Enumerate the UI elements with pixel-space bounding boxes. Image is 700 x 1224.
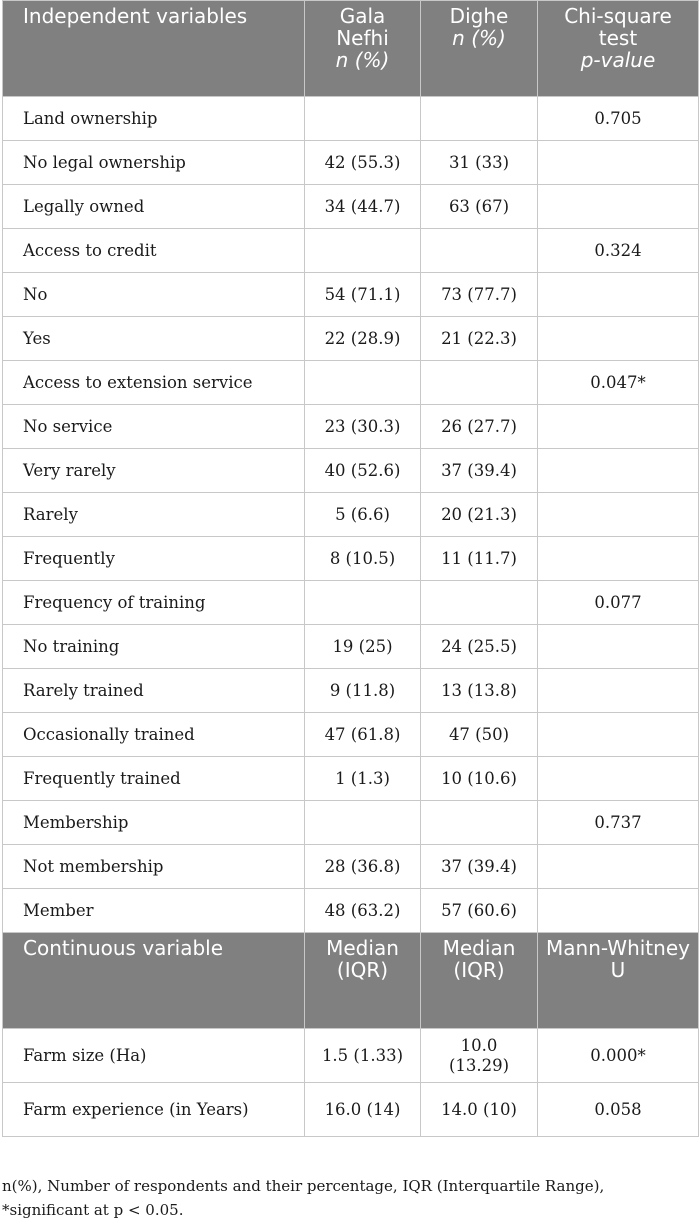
gala-nefhi-value: 48 (63.2)	[305, 889, 421, 933]
table-row	[3, 97, 699, 141]
dighe-value: 10 (10.6)	[421, 757, 538, 801]
row-label: Legally owned	[3, 185, 305, 229]
table-row	[3, 1083, 699, 1137]
test-value	[538, 493, 699, 537]
test-value	[538, 625, 699, 669]
row-label: Member	[3, 889, 305, 933]
gala-nefhi-value: 16.0 (14)	[305, 1083, 421, 1137]
dighe-value: 13 (13.8)	[421, 669, 538, 713]
test-value	[538, 669, 699, 713]
test-value	[538, 405, 699, 449]
table-header	[3, 1, 699, 97]
dighe-value: 20 (21.3)	[421, 493, 538, 537]
row-label: Farm size (Ha)	[3, 1029, 305, 1083]
test-value	[538, 537, 699, 581]
dighe-value: 37 (39.4)	[421, 845, 538, 889]
gala-nefhi-value: 1.5 (1.33)	[305, 1029, 421, 1083]
row-label: No	[3, 273, 305, 317]
test-value	[538, 757, 699, 801]
test-value	[538, 889, 699, 933]
header-gala-nefhi: Gala Nefhi n (%)	[305, 1, 421, 97]
gala-nefhi-value: 34 (44.7)	[305, 185, 421, 229]
row-label: Frequently trained	[3, 757, 305, 801]
row-label: Membership	[3, 801, 305, 845]
test-value: 0.705	[538, 97, 699, 141]
gala-nefhi-value	[305, 229, 421, 273]
row-label: Occasionally trained	[3, 713, 305, 757]
table-row	[3, 625, 699, 669]
table-row	[3, 581, 699, 625]
table-row	[3, 273, 699, 317]
dighe-value	[421, 801, 538, 845]
row-label: Yes	[3, 317, 305, 361]
table-row	[3, 449, 699, 493]
gala-nefhi-value: 1 (1.3)	[305, 757, 421, 801]
test-value: 0.058	[538, 1083, 699, 1137]
subheader-continuous-variable: Continuous variable	[3, 933, 305, 1029]
test-value	[538, 141, 699, 185]
dighe-value: 26 (27.7)	[421, 405, 538, 449]
test-value	[538, 845, 699, 889]
table-row	[3, 757, 699, 801]
table-row	[3, 669, 699, 713]
continuous-subheader	[3, 933, 699, 1029]
categorical-rows	[3, 97, 699, 933]
test-value	[538, 273, 699, 317]
continuous-section	[3, 933, 699, 1029]
table-row	[3, 537, 699, 581]
gala-nefhi-value: 47 (61.8)	[305, 713, 421, 757]
dighe-value: 57 (60.6)	[421, 889, 538, 933]
dighe-value: 73 (77.7)	[421, 273, 538, 317]
row-label: Access to extension service	[3, 361, 305, 405]
table-row	[3, 361, 699, 405]
subheader-median-gala: Median (IQR)	[305, 933, 421, 1029]
dighe-value: 21 (22.3)	[421, 317, 538, 361]
row-label: No service	[3, 405, 305, 449]
dighe-value: 63 (67)	[421, 185, 538, 229]
dighe-value	[421, 97, 538, 141]
row-label: Frequency of training	[3, 581, 305, 625]
table-row	[3, 845, 699, 889]
table-footnote: n(%), Number of respondents and their percentage, IQR (Interquartile Range), *significant at p < 0.05.	[2, 1177, 605, 1219]
row-label: Farm experience (in Years)	[3, 1083, 305, 1137]
test-value	[538, 185, 699, 229]
gala-nefhi-value	[305, 581, 421, 625]
row-label: Frequently	[3, 537, 305, 581]
test-value: 0.077	[538, 581, 699, 625]
gala-nefhi-value: 9 (11.8)	[305, 669, 421, 713]
table-row	[3, 229, 699, 273]
test-value: 0.000*	[538, 1029, 699, 1083]
gala-nefhi-value: 22 (28.9)	[305, 317, 421, 361]
table-row	[3, 1029, 699, 1083]
dighe-value: 11 (11.7)	[421, 537, 538, 581]
dighe-value: 31 (33)	[421, 141, 538, 185]
test-value	[538, 317, 699, 361]
dighe-value: 47 (50)	[421, 713, 538, 757]
row-label: Land ownership	[3, 97, 305, 141]
row-label: No training	[3, 625, 305, 669]
gala-nefhi-value: 5 (6.6)	[305, 493, 421, 537]
dighe-value: 37 (39.4)	[421, 449, 538, 493]
header-independent-variables: Independent variables	[3, 1, 305, 97]
gala-nefhi-value: 42 (55.3)	[305, 141, 421, 185]
row-label: Not membership	[3, 845, 305, 889]
dighe-value: 24 (25.5)	[421, 625, 538, 669]
test-value	[538, 449, 699, 493]
table-row	[3, 185, 699, 229]
subheader-median-dighe: Median (IQR)	[421, 933, 538, 1029]
row-label: Rarely	[3, 493, 305, 537]
row-label: Access to credit	[3, 229, 305, 273]
dighe-value	[421, 581, 538, 625]
data-table-container	[2, 0, 698, 1137]
table-row	[3, 405, 699, 449]
gala-nefhi-value: 23 (30.3)	[305, 405, 421, 449]
table-row	[3, 801, 699, 845]
row-label: Rarely trained	[3, 669, 305, 713]
table-row	[3, 713, 699, 757]
gala-nefhi-value: 8 (10.5)	[305, 537, 421, 581]
dighe-value	[421, 229, 538, 273]
data-table	[2, 0, 699, 1137]
table-row	[3, 317, 699, 361]
dighe-value: 14.0 (10)	[421, 1083, 538, 1137]
gala-nefhi-value	[305, 361, 421, 405]
gala-nefhi-value: 19 (25)	[305, 625, 421, 669]
gala-nefhi-value	[305, 97, 421, 141]
row-label: Very rarely	[3, 449, 305, 493]
test-value: 0.737	[538, 801, 699, 845]
gala-nefhi-value	[305, 801, 421, 845]
subheader-mann-whitney: Mann-Whitney U	[538, 933, 699, 1029]
test-value	[538, 713, 699, 757]
gala-nefhi-value: 28 (36.8)	[305, 845, 421, 889]
table-row	[3, 141, 699, 185]
header-dighe: Dighe n (%)	[421, 1, 538, 97]
test-value: 0.324	[538, 229, 699, 273]
header-chi-square: Chi-square test p-value	[538, 1, 699, 97]
table-row	[3, 493, 699, 537]
dighe-value	[421, 361, 538, 405]
row-label: No legal ownership	[3, 141, 305, 185]
test-value: 0.047*	[538, 361, 699, 405]
dighe-value: 10.0 (13.29)	[421, 1029, 538, 1083]
continuous-rows	[3, 1029, 699, 1137]
table-row	[3, 889, 699, 933]
gala-nefhi-value: 54 (71.1)	[305, 273, 421, 317]
gala-nefhi-value: 40 (52.6)	[305, 449, 421, 493]
